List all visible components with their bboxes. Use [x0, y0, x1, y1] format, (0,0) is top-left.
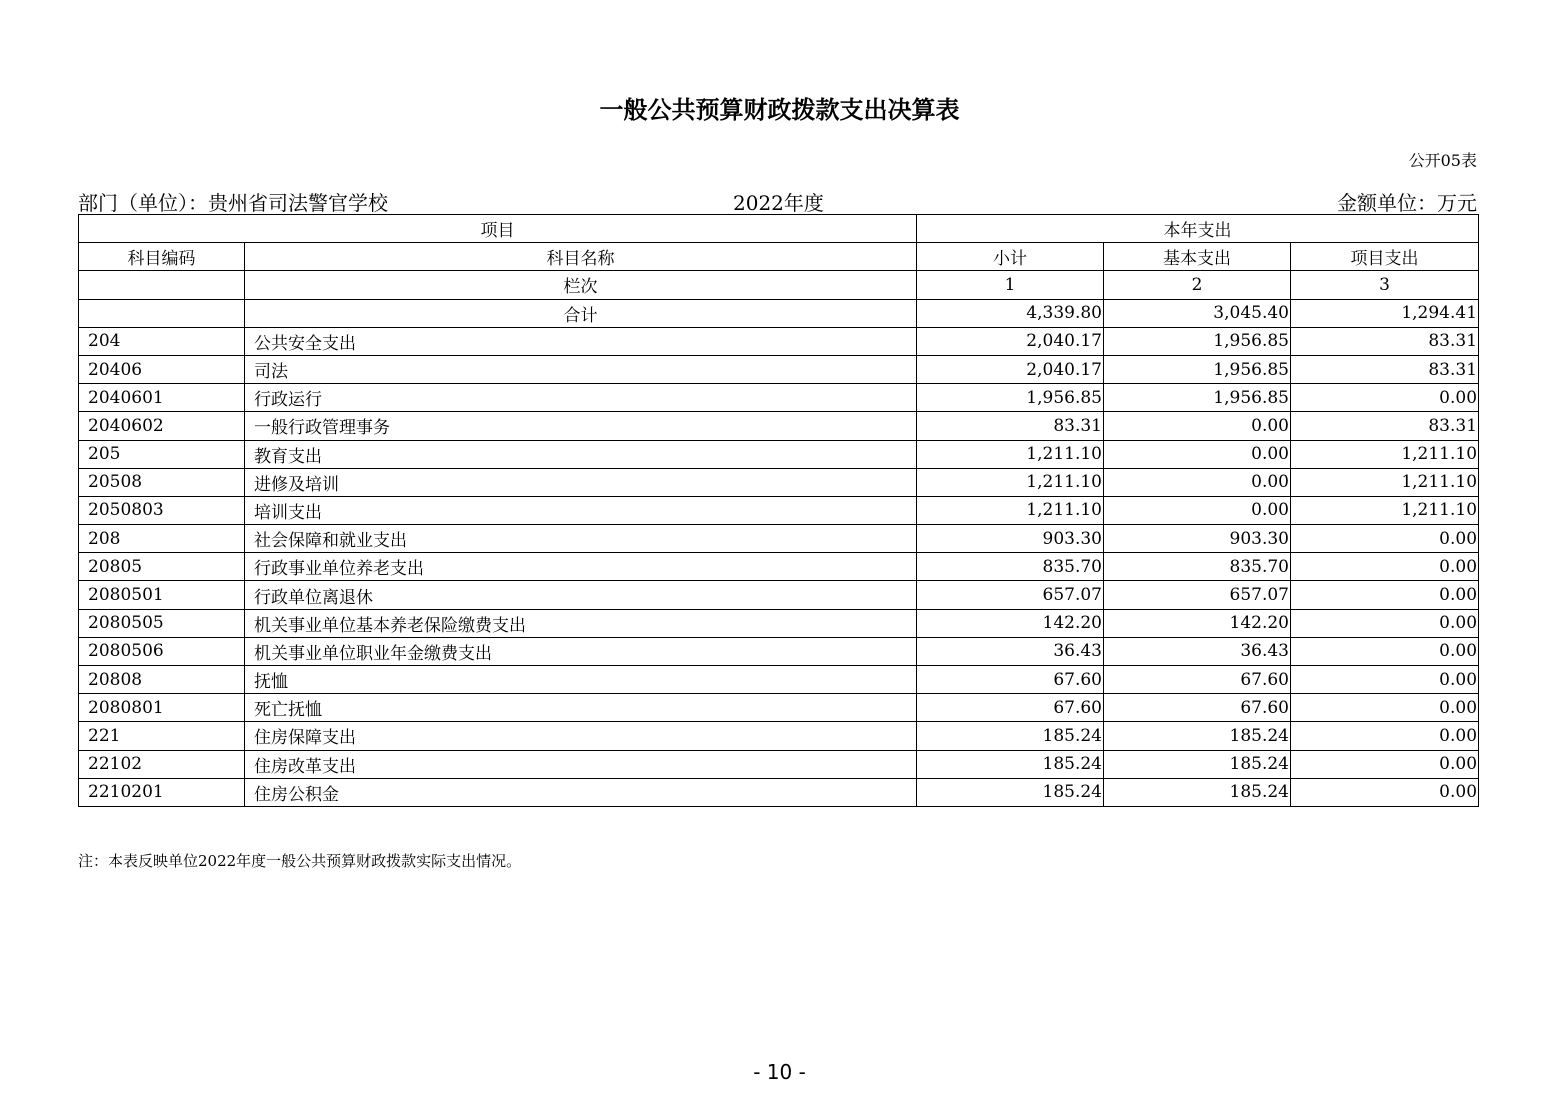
row-project: 0.00	[1291, 750, 1479, 778]
row-code: 2080506	[79, 637, 245, 665]
row-subtotal: 67.60	[917, 694, 1104, 722]
table-note: 注：本表反映单位2022年度一般公共预算财政拨款实际支出情况。	[78, 852, 522, 870]
row-name: 机关事业单位基本养老保险缴费支出	[245, 609, 917, 637]
table-row	[79, 355, 1479, 383]
row-code: 2040601	[79, 384, 245, 412]
table-row	[79, 778, 1479, 806]
row-project: 0.00	[1291, 384, 1479, 412]
total-label: 合计	[245, 299, 917, 327]
row-subtotal: 1,956.85	[917, 384, 1104, 412]
total-project: 1,294.41	[1291, 299, 1479, 327]
row-basic: 142.20	[1104, 609, 1291, 637]
row-basic: 67.60	[1104, 694, 1291, 722]
row-name: 死亡抚恤	[245, 694, 917, 722]
row-subtotal: 36.43	[917, 637, 1104, 665]
row-basic: 0.00	[1104, 468, 1291, 496]
row-name: 行政事业单位养老支出	[245, 553, 917, 581]
header-row-1	[79, 215, 1479, 243]
row-subtotal: 142.20	[917, 609, 1104, 637]
row-name: 住房公积金	[245, 778, 917, 806]
row-name: 行政运行	[245, 384, 917, 412]
row-code: 20808	[79, 666, 245, 694]
row-project: 0.00	[1291, 694, 1479, 722]
row-code: 2080801	[79, 694, 245, 722]
row-code: 205	[79, 440, 245, 468]
row-subtotal: 1,211.10	[917, 496, 1104, 524]
table-row	[79, 525, 1479, 553]
header-current-year: 本年支出	[917, 215, 1479, 243]
header-col1: 1	[917, 271, 1104, 299]
row-subtotal: 835.70	[917, 553, 1104, 581]
table-row	[79, 468, 1479, 496]
row-basic: 185.24	[1104, 722, 1291, 750]
row-basic: 185.24	[1104, 750, 1291, 778]
row-project: 1,211.10	[1291, 496, 1479, 524]
table-row	[79, 440, 1479, 468]
row-basic: 67.60	[1104, 666, 1291, 694]
fiscal-year: 2022年度	[733, 191, 824, 215]
header-row-3	[79, 271, 1479, 299]
total-code	[79, 299, 245, 327]
table-row	[79, 666, 1479, 694]
page-number: - 10 -	[753, 1060, 806, 1084]
row-project: 0.00	[1291, 666, 1479, 694]
table-row	[79, 609, 1479, 637]
row-code: 208	[79, 525, 245, 553]
row-subtotal: 185.24	[917, 722, 1104, 750]
header-blank	[79, 271, 245, 299]
table-row	[79, 750, 1479, 778]
row-subtotal: 1,211.10	[917, 468, 1104, 496]
header-col3: 3	[1291, 271, 1479, 299]
row-name: 一般行政管理事务	[245, 412, 917, 440]
table-row	[79, 384, 1479, 412]
row-subtotal: 903.30	[917, 525, 1104, 553]
row-code: 2040602	[79, 412, 245, 440]
header-row-2	[79, 243, 1479, 271]
row-name: 进修及培训	[245, 468, 917, 496]
row-name: 公共安全支出	[245, 327, 917, 355]
table-row	[79, 581, 1479, 609]
form-code: 公开05表	[1408, 151, 1477, 170]
row-basic: 1,956.85	[1104, 355, 1291, 383]
row-code: 2050803	[79, 496, 245, 524]
table-row	[79, 553, 1479, 581]
row-project: 0.00	[1291, 637, 1479, 665]
row-name: 培训支出	[245, 496, 917, 524]
row-basic: 1,956.85	[1104, 327, 1291, 355]
row-basic: 657.07	[1104, 581, 1291, 609]
row-subtotal: 185.24	[917, 750, 1104, 778]
header-project-expense: 项目支出	[1291, 243, 1479, 271]
row-code: 20805	[79, 553, 245, 581]
row-code: 221	[79, 722, 245, 750]
table-row	[79, 694, 1479, 722]
row-code: 2210201	[79, 778, 245, 806]
header-subtotal: 小计	[917, 243, 1104, 271]
row-code: 22102	[79, 750, 245, 778]
row-name: 住房保障支出	[245, 722, 917, 750]
total-basic: 3,045.40	[1104, 299, 1291, 327]
row-name: 机关事业单位职业年金缴费支出	[245, 637, 917, 665]
row-code: 20406	[79, 355, 245, 383]
table-row	[79, 722, 1479, 750]
row-subtotal: 185.24	[917, 778, 1104, 806]
row-subtotal: 83.31	[917, 412, 1104, 440]
row-name: 教育支出	[245, 440, 917, 468]
table-row	[79, 637, 1479, 665]
row-code: 20508	[79, 468, 245, 496]
row-basic: 0.00	[1104, 440, 1291, 468]
header-project: 项目	[79, 215, 917, 243]
amount-unit: 金额单位：万元	[1337, 191, 1477, 215]
table-row	[79, 327, 1479, 355]
row-project: 1,211.10	[1291, 440, 1479, 468]
row-project: 0.00	[1291, 609, 1479, 637]
row-code: 204	[79, 327, 245, 355]
row-subtotal: 1,211.10	[917, 440, 1104, 468]
total-subtotal: 4,339.80	[917, 299, 1104, 327]
row-name: 司法	[245, 355, 917, 383]
header-col2: 2	[1104, 271, 1291, 299]
row-subtotal: 2,040.17	[917, 327, 1104, 355]
row-project: 0.00	[1291, 778, 1479, 806]
expenditure-table	[78, 214, 1479, 807]
page-title: 一般公共预算财政拨款支出决算表	[599, 96, 960, 124]
row-project: 83.31	[1291, 355, 1479, 383]
row-subtotal: 657.07	[917, 581, 1104, 609]
total-row	[79, 299, 1479, 327]
header-name: 科目名称	[245, 243, 917, 271]
row-project: 0.00	[1291, 722, 1479, 750]
row-project: 0.00	[1291, 581, 1479, 609]
row-basic: 903.30	[1104, 525, 1291, 553]
row-code: 2080501	[79, 581, 245, 609]
row-basic: 1,956.85	[1104, 384, 1291, 412]
header-column-index: 栏次	[245, 271, 917, 299]
row-project: 83.31	[1291, 412, 1479, 440]
row-basic: 835.70	[1104, 553, 1291, 581]
row-project: 0.00	[1291, 525, 1479, 553]
header-basic: 基本支出	[1104, 243, 1291, 271]
row-subtotal: 67.60	[917, 666, 1104, 694]
row-project: 0.00	[1291, 553, 1479, 581]
row-subtotal: 2,040.17	[917, 355, 1104, 383]
row-basic: 0.00	[1104, 412, 1291, 440]
row-code: 2080505	[79, 609, 245, 637]
row-project: 1,211.10	[1291, 468, 1479, 496]
row-name: 行政单位离退休	[245, 581, 917, 609]
row-name: 抚恤	[245, 666, 917, 694]
table-row	[79, 496, 1479, 524]
row-name: 住房改革支出	[245, 750, 917, 778]
row-basic: 0.00	[1104, 496, 1291, 524]
table-row	[79, 412, 1479, 440]
row-basic: 185.24	[1104, 778, 1291, 806]
header-code: 科目编码	[79, 243, 245, 271]
row-name: 社会保障和就业支出	[245, 525, 917, 553]
row-project: 83.31	[1291, 327, 1479, 355]
row-basic: 36.43	[1104, 637, 1291, 665]
department-label: 部门（单位）：贵州省司法警官学校	[78, 191, 388, 215]
meta-row	[78, 187, 1477, 215]
